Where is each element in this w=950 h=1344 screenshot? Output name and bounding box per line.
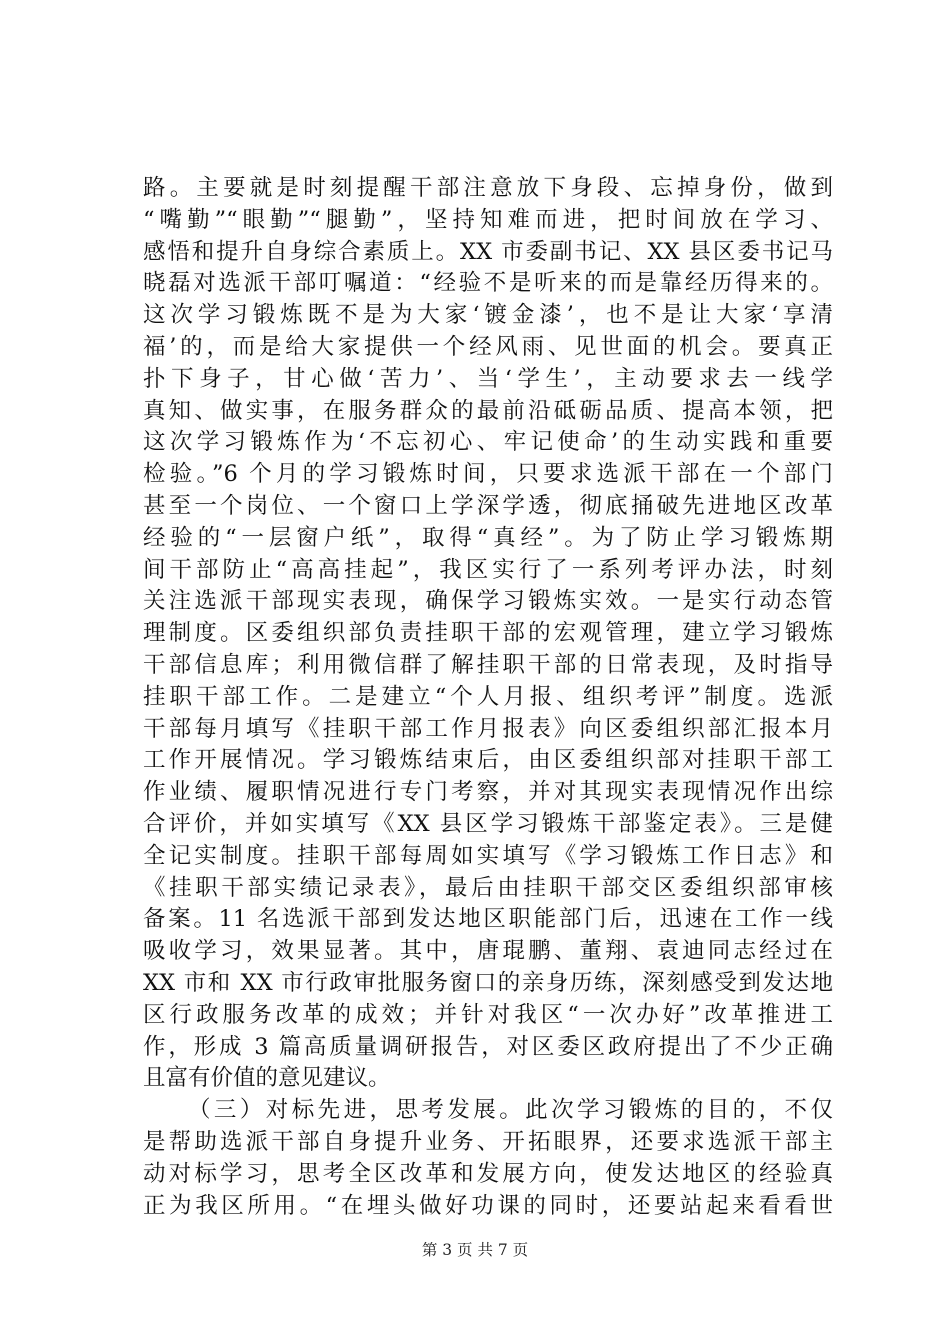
text-line: 间干部防止“高高挂起”，我区实行了一系列考评办法，时刻 (143, 556, 833, 583)
text-line: 甚至一个岗位、一个窗口上学深学透，彻底捅破先进地区改革 (143, 492, 833, 519)
text-line: 区行政服务改革的成效；并针对我区“一次办好”改革推进工 (143, 1001, 833, 1028)
text-line: 福’的，而是给大家提供一个经风雨、见世面的机会。要真正 (143, 333, 833, 360)
page-footer (0, 1238, 950, 1260)
text-line: （三）对标先进，思考发展。此次学习锻炼的目的，不仅 (188, 1097, 833, 1124)
text-line: 备案。11 名选派干部到发达地区职能部门后，迅速在工作一线 (143, 906, 833, 933)
text-line: 关注选派干部现实表现，确保学习锻炼实效。一是实行动态管 (143, 588, 833, 615)
text-line: 这次学习锻炼作为‘不忘初心、牢记使命’的生动实践和重要 (143, 429, 833, 456)
text-line: 这次学习锻炼既不是为大家‘镀金漆’，也不是让大家‘享清 (143, 302, 833, 329)
page-number: 第 3 页 共 7 页 (421, 1241, 529, 1259)
text-line: 作，形成 3 篇高质量调研报告，对区委区政府提出了不少正确 (143, 1033, 833, 1060)
text-line: 合评价，并如实填写《XX 县区学习锻炼干部鉴定表》。三是健 (143, 810, 833, 837)
text-line: 干部信息库；利用微信群了解挂职干部的日常表现，及时指导 (143, 651, 833, 678)
text-line: 挂职干部工作。二是建立“个人月报、组织考评”制度。选派 (143, 683, 833, 710)
text-line: 全记实制度。挂职干部每周如实填写《学习锻炼工作日志》和 (143, 842, 833, 869)
text-line: 干部每月填写《挂职干部工作月报表》向区委组织部汇报本月 (143, 715, 833, 742)
text-line: 路。主要就是时刻提醒干部注意放下身段、忘掉身份，做到 (143, 175, 833, 201)
text-line: 作业绩、履职情况进行专门考察，并对其现实表现情况作出综 (143, 779, 833, 806)
text-line: 感悟和提升自身综合素质上。XX 市委副书记、XX 县区委书记马 (143, 238, 833, 265)
text-line: 工作开展情况。学习锻炼结束后，由区委组织部对挂职干部工 (143, 747, 833, 774)
text-line: “嘴勤”“眼勤”“腿勤”，坚持知难而进，把时间放在学习、 (143, 206, 833, 233)
text-line: 真知、做实事，在服务群众的最前沿砥砺品质、提高本领，把 (143, 397, 833, 424)
text-line: 经验的“一层窗户纸”，取得“真经”。为了防止学习锻炼期 (143, 524, 833, 551)
text-line: 吸收学习，效果显著。其中，唐琨鹏、董翔、袁迪同志经过在 (143, 938, 833, 965)
text-line: 正为我区所用。“在埋头做好功课的同时，还要站起来看看世 (143, 1192, 833, 1219)
text-line: 是帮助选派干部自身提升业务、开拓眼界，还要求选派干部主 (143, 1128, 833, 1155)
text-line: 扑下身子，甘心做‘苦力’、当‘学生’，主动要求去一线学 (143, 365, 833, 392)
text-line: 晓磊对选派干部叮嘱道：“经验不是听来的而是靠经历得来的。 (143, 270, 833, 297)
text-line: 理制度。区委组织部负责挂职干部的宏观管理，建立学习锻炼 (143, 620, 833, 647)
body-text (143, 173, 833, 1222)
text-line: 《挂职干部实绩记录表》，最后由挂职干部交区委组织部审核 (143, 874, 833, 901)
text-line: XX 市和 XX 市行政审批服务窗口的亲身历练，深刻感受到发达地 (143, 969, 833, 996)
text-line: 动对标学习，思考全区改革和发展方向，使发达地区的经验真 (143, 1160, 833, 1187)
text-line: 且富有价值的意见建议。 (143, 1065, 391, 1092)
text-line: 检验。”6 个月的学习锻炼时间，只要求选派干部在一个部门 (143, 461, 833, 488)
